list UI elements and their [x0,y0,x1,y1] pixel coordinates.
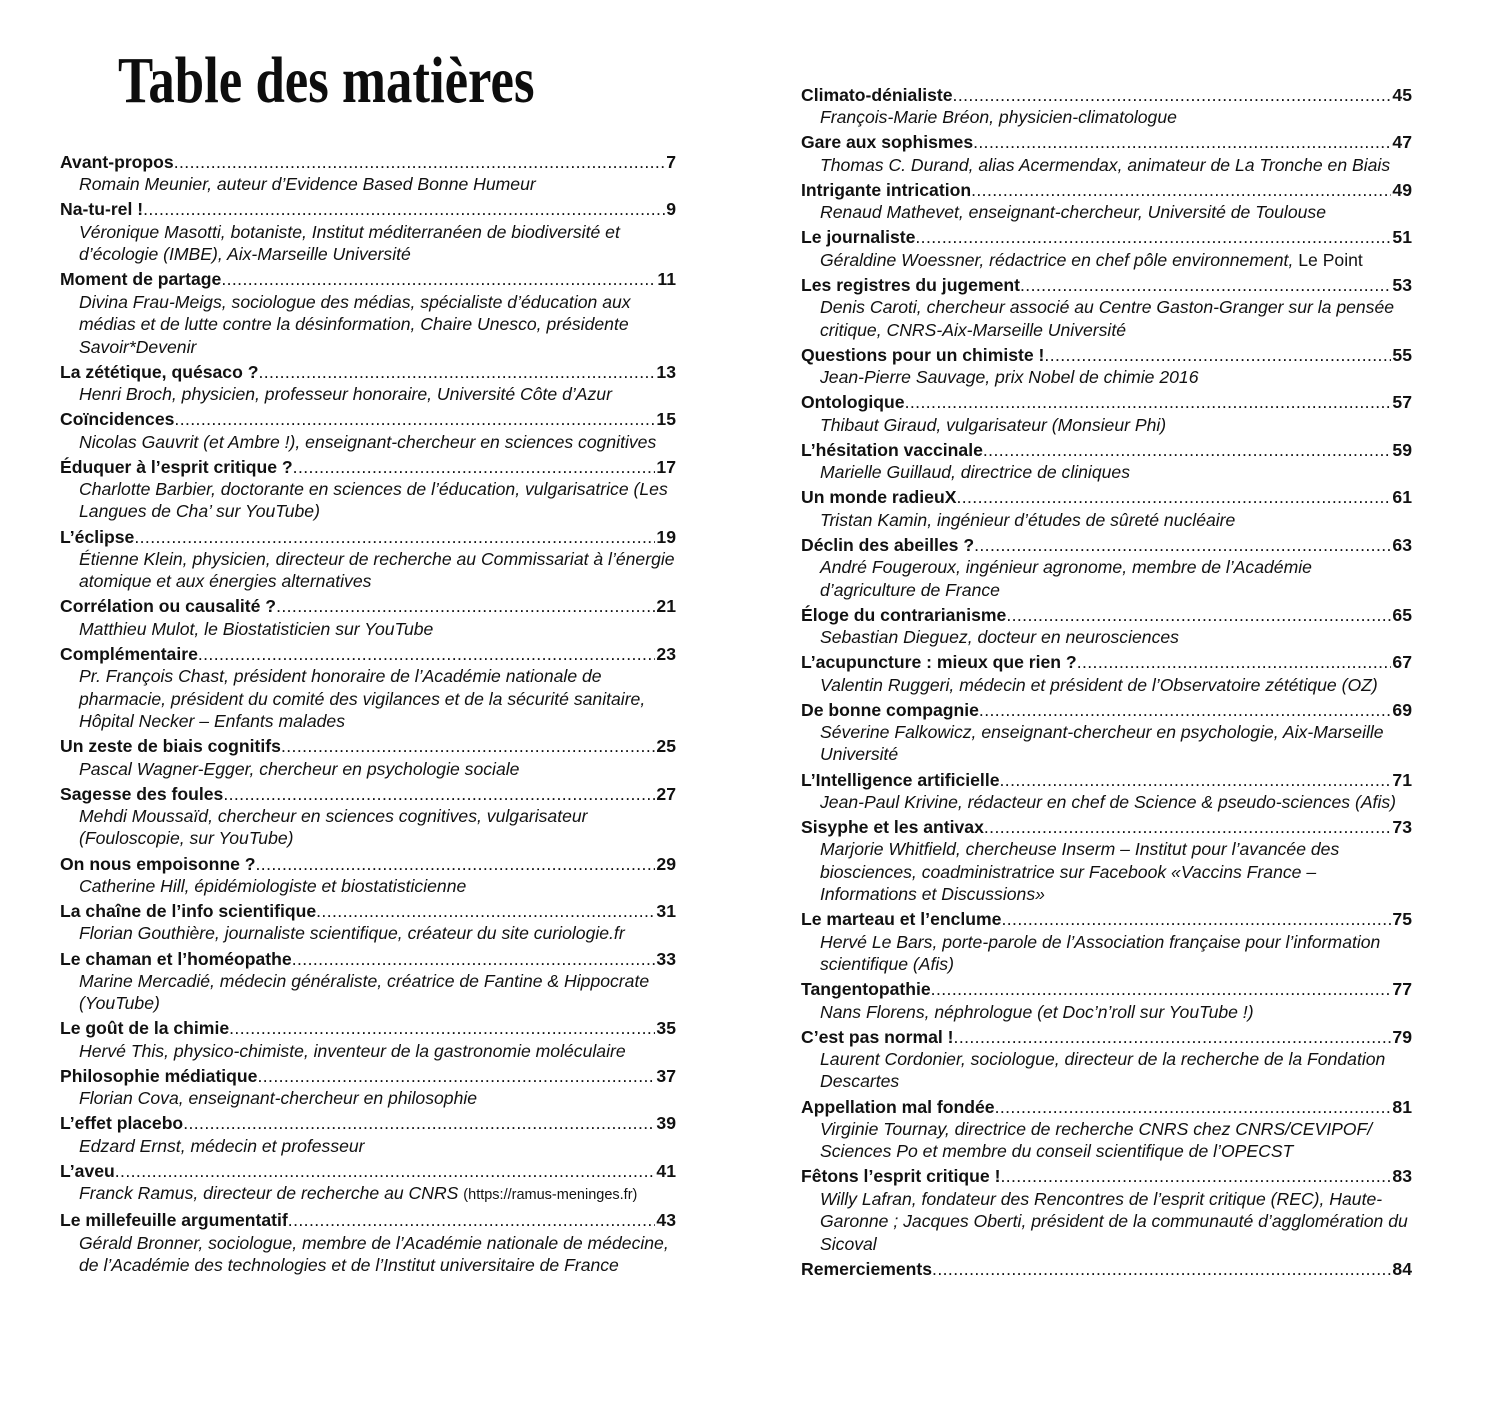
toc-entry-author [801,201,1412,223]
toc-entry-author [60,875,676,897]
toc-entry-heading [60,1160,676,1182]
toc-entry-title: Philosophie médiatique [60,1065,258,1086]
toc-entry-author [60,291,676,358]
toc-entry [801,274,1412,341]
toc-entry-heading [801,1096,1412,1118]
toc-entry-author-text: Hervé Le Bars, porte-parole de l’Association française pour l’information scientifique (Afis) [820,931,1381,975]
toc-entry-title: La chaîne de l’info scientifique [60,901,317,922]
toc-entry [801,179,1412,224]
toc-entry [60,268,676,358]
toc-entry [801,1096,1412,1163]
toc-entry [60,948,676,1015]
toc-entry-title: La zététique, quésaco ? [60,361,259,382]
toc-entry-heading [801,1026,1412,1048]
dot-leader [1020,274,1391,296]
dot-leader [143,198,665,220]
toc-entry-page-number: 41 [656,1160,676,1181]
toc-entry-heading [801,769,1412,791]
dot-leader [293,456,656,478]
toc-entry-page-number: 61 [1392,487,1412,508]
toc-entry-heading [60,1209,676,1231]
page-title: Table des matières [118,44,535,117]
toc-entry-author-text: André Fougeroux, ingénieur agronome, membre de l’Académie d’agriculture de France [820,557,1312,600]
toc-entry-title: On nous empoisonne ? [60,853,256,874]
toc-entry-author-text: Renaud Mathevet, enseignant-chercheur, Université de Toulouse [820,202,1326,223]
toc-entry-author-text: Edzard Ernst, médecin et professeur [79,1135,365,1156]
toc-entry-heading [60,595,676,617]
toc-entry-title: L’acupuncture : mieux que rien ? [801,652,1077,673]
toc-entry-author [60,173,676,195]
toc-entry [801,344,1412,389]
toc-entry-heading [801,699,1412,721]
toc-entry [801,816,1412,906]
toc-entry [60,783,676,850]
dot-leader [198,643,656,665]
dot-leader [288,1209,656,1231]
toc-entry-author [60,805,676,850]
toc-entry-page-number: 39 [656,1113,676,1134]
toc-entry-page-number: 71 [1392,769,1412,790]
toc-entry-author [801,1118,1412,1163]
toc-entry-page-number: 75 [1392,909,1412,930]
dot-leader [932,1258,1391,1280]
toc-entry-heading [60,408,676,430]
toc-entry-title: Le chaman et l’homéopathe [60,948,292,969]
toc-entry-author-text: Catherine Hill, épidémiologiste et biostatisticienne [79,875,467,896]
toc-entry-author [801,1188,1412,1255]
toc-entry-title: L’hésitation vaccinale [801,439,983,460]
dot-leader [223,783,655,805]
toc-entry [60,643,676,733]
toc-entry [801,1165,1412,1255]
toc-entry-heading [60,268,676,290]
toc-entry-title: Le journaliste [801,227,916,248]
toc-entry-author [801,249,1412,271]
toc-entry [801,226,1412,271]
toc-entry [60,526,676,593]
toc-entry [60,198,676,265]
toc-entry-title: De bonne compagnie [801,699,979,720]
toc-entry-page-number: 13 [656,361,676,382]
toc-entry-page-number: 77 [1392,979,1412,1000]
toc-entry-page-number: 31 [656,901,676,922]
toc-entry-page-number: 53 [1392,274,1412,295]
toc-entry-heading [801,816,1412,838]
toc-entry-author [801,366,1412,388]
toc-entry-author [60,970,676,1015]
toc-entry-heading [801,1165,1412,1187]
toc-entry-author [801,931,1412,976]
toc-entry-author-text: Tristan Kamin, ingénieur d’études de sûreté nucléaire [820,509,1236,530]
toc-entry-page-number: 67 [1392,652,1412,673]
toc-entry [801,978,1412,1023]
toc-entry-page-number: 7 [666,152,676,172]
dot-leader [905,391,1392,413]
toc-entry-author-text: Franck Ramus, directeur de recherche au CNRS [79,1183,459,1204]
dot-leader [276,595,655,617]
toc-entry-author-text: Marielle Guillaud, directrice de cliniques [820,462,1130,483]
toc-entry-author [801,838,1412,905]
toc-entry-page-number: 29 [656,853,676,874]
toc-entry-heading [801,486,1412,508]
toc-entry-title: Climato-dénialiste [801,85,953,105]
toc-entry-author-text: Charlotte Barbier, doctorante en sciences de l’éducation, vulgarisatrice (Les Langues de Cha’ sur YouTube) [79,479,668,522]
toc-entry-author-text: Mehdi Moussaïd, chercheur en sciences cognitives, vulgarisateur (Fouloscopie, sur YouTube) [79,806,588,849]
toc-entry-author-text: Laurent Cordonier, sociologue, directeur de la recherche de la Fondation Descartes [820,1049,1386,1092]
toc-entry-heading [801,179,1412,201]
dot-leader [316,900,655,922]
toc-entry-author [801,461,1412,483]
toc-entry-heading [60,361,676,383]
dot-leader [974,534,1391,556]
toc-entry-page-number: 81 [1392,1096,1412,1117]
toc-entry-heading [801,978,1412,1000]
toc-entry-page-number: 79 [1392,1026,1412,1047]
toc-entry-page-number: 9 [666,199,676,220]
toc-entry-author [801,296,1412,341]
dot-leader [954,1026,1392,1048]
toc-entry [801,1258,1412,1280]
dot-leader [258,361,655,383]
dot-leader [229,1017,655,1039]
toc-entry-page-number: 35 [656,1018,676,1039]
toc-entry-author-text: Matthieu Mulot, le Biostatisticien sur YouTube [79,618,434,639]
toc-entry-author-text: Willy Lafran, fondateur des Rencontres de l’esprit critique (REC), Haute-Garonne ; Jacques Oberti, président de la communauté d’agglomération du Sicoval [820,1188,1408,1254]
toc-entry-author [801,721,1412,766]
toc-entry-author-text: Nicolas Gauvrit (et Ambre !), enseignant-chercheur en sciences cognitives [79,431,657,452]
toc-entry-author [801,154,1412,176]
toc-entry-author-text: Géraldine Woessner, rédactrice en chef pôle environnement, [820,249,1294,270]
toc-entry-author-text: Jean-Pierre Sauvage, prix Nobel de chimie 2016 [820,367,1199,388]
toc-entry-title: Éduquer à l’esprit critique ? [60,456,293,477]
toc-entry-title: Tangentopathie [801,979,931,1000]
toc-entry-title: Appellation mal fondée [801,1096,995,1117]
toc-entry-author [801,626,1412,648]
toc-entry-page-number: 43 [656,1210,676,1231]
toc-entry-author [60,431,676,453]
toc-entry-heading [801,439,1412,461]
toc-entry-title: Sagesse des foules [60,783,224,804]
toc-entry [801,486,1412,531]
toc-entry-author [60,665,676,732]
toc-entry [60,1160,676,1207]
toc-entry-page-number: 83 [1392,1166,1412,1187]
toc-entry-heading [801,84,1412,106]
toc-entry-title: Remerciements [801,1258,933,1279]
toc-entry-heading [60,1065,676,1087]
toc-entry-page-number: 45 [1392,85,1412,105]
toc-entry-title: Complémentaire [60,643,198,664]
toc-entry-title: L’aveu [60,1160,115,1181]
toc-entry-page-number: 49 [1392,179,1412,200]
dot-leader [1000,1165,1391,1187]
toc-entry-heading [60,735,676,757]
toc-entry-heading [60,198,676,220]
toc-entry-author [801,1048,1412,1093]
toc-entry-heading [801,226,1412,248]
toc-entry-author [60,1135,676,1157]
toc-entry-page-number: 23 [656,643,676,664]
toc-left-column [60,151,676,1279]
toc-entry-heading [60,151,676,173]
toc-entry-author-text: Florian Cova, enseignant-chercheur en philosophie [79,1088,478,1109]
toc-entry-page-number: 47 [1392,132,1412,153]
toc-entry-page-number: 15 [656,409,676,430]
toc-entry-page-number: 33 [656,948,676,969]
toc-entry-title: Fêtons l’esprit critique ! [801,1166,1001,1187]
toc-entry-title: Le marteau et l’enclume [801,909,1002,930]
toc-entry [801,651,1412,696]
toc-entry-author [60,548,676,593]
toc-entry-title: C’est pas normal ! [801,1026,954,1047]
toc-entry-author-text: Jean-Paul Krivine, rédacteur en chef de Science & pseudo-sciences (Afis) [820,791,1397,812]
toc-entry-page-number: 27 [656,783,676,804]
toc-entry-title: Un monde radieuX [801,487,957,508]
toc-entry-author [60,383,676,405]
dot-leader [953,84,1392,106]
toc-entry [60,853,676,898]
toc-entry-author-text: Thibaut Giraud, vulgarisateur (Monsieur Phi) [820,414,1167,435]
toc-entry-author [801,1001,1412,1023]
toc-entry-author-text: Henri Broch, physicien, professeur honoraire, Université Côte d’Azur [79,384,612,405]
dot-leader [174,408,655,430]
toc-entry-author-text: Hervé This, physico-chimiste, inventeur de la gastronomie moléculaire [79,1040,626,1061]
toc-entry [60,1017,676,1062]
toc-entry-author-text: Romain Meunier, auteur d’Evidence Based Bonne Humeur [79,174,536,195]
toc-entry-author [60,618,676,640]
toc-entry-page-number: 65 [1392,604,1412,625]
toc-entry-title: Éloge du contrarianisme [801,604,1007,625]
toc-entry [801,908,1412,975]
dot-leader [931,978,1392,1000]
dot-leader [1077,651,1392,673]
publication-name: Le Point [1298,249,1363,270]
toc-entry-page-number: 21 [656,596,676,617]
dot-leader [256,853,656,875]
dot-leader [1044,344,1391,366]
toc-entry-title: Questions pour un chimiste ! [801,344,1045,365]
toc-right-column [801,84,1412,1283]
toc-entry-heading [60,1112,676,1134]
toc-entry-title: Coïncidences [60,409,175,430]
dot-leader [973,131,1391,153]
toc-entry-author-text: Virginie Tournay, directrice de recherche CNRS chez CNRS/CEVIPOF/ Sciences Po et membre du conseil scientifique de l’OPECST [820,1118,1373,1162]
toc-entry-author-text: Étienne Klein, physicien, directeur de recherche au Commissariat à l’énergie atomique et aux énergies alternatives [79,548,675,592]
toc-entry-heading [60,783,676,805]
toc-entry-author-text: Valentin Ruggeri, médecin et président de l’Observatoire zététique (OZ) [820,674,1378,695]
toc-entry-heading [60,853,676,875]
toc-entry-author [801,509,1412,531]
toc-entry [60,456,676,523]
toc-entry-page-number: 55 [1392,344,1412,365]
toc-entry-author [60,221,676,266]
toc-entry-title: Sisyphe et les antivax [801,817,984,837]
toc-entry-author [60,1182,676,1206]
dot-leader [257,1065,655,1087]
toc-entry [801,604,1412,649]
toc-entry-heading [60,948,676,970]
dot-leader [956,486,1391,508]
dot-leader [1001,908,1391,930]
toc-entry-heading [801,651,1412,673]
toc-entry-heading [801,534,1412,556]
toc-entry-author-text: Pascal Wagner-Egger, chercheur en psychologie sociale [79,758,520,779]
toc-entry-author [60,922,676,944]
toc-entry-author [60,1232,676,1277]
toc-entry-author [60,758,676,780]
dot-leader [183,1112,655,1134]
toc-entry-heading [60,1017,676,1039]
toc-entry [60,1209,676,1276]
toc-entry [60,735,676,780]
toc-entry-author-text: Séverine Falkowicz, enseignant-chercheur en psychologie, Aix-Marseille Université [820,722,1384,765]
toc-entry [801,84,1412,129]
toc-entry-author-text: François-Marie Bréon, physicien-climatologue [820,107,1177,128]
toc-entry-title: Intrigante intrication [801,179,972,200]
toc-entry-author-text: Marine Mercadié, médecin généraliste, créatrice de Fantine & Hippocrate (YouTube) [79,970,650,1014]
toc-entry-heading [60,900,676,922]
toc-entry-heading [60,456,676,478]
dot-leader [915,226,1391,248]
toc-entry-author [60,478,676,523]
toc-entry-title: Déclin des abeilles ? [801,534,975,555]
toc-entry-page-number: 63 [1392,534,1412,555]
toc-entry [801,131,1412,176]
toc-entry-heading [801,604,1412,626]
toc-entry-page-number: 11 [657,269,676,290]
toc-entry-page-number: 59 [1392,439,1412,460]
toc-entry-author-text: Denis Caroti, chercheur associé au Centre Gaston-Granger sur la pensée critique, CNRS-Aix-Marseille Université [820,297,1395,340]
toc-entry-title: Corrélation ou causalité ? [60,596,277,617]
toc-entry-heading [801,344,1412,366]
toc-entry-title: Avant-propos [60,152,174,172]
toc-entry-page-number: 19 [656,526,676,547]
toc-entry-author [60,1087,676,1109]
toc-entry [801,391,1412,436]
toc-entry [801,534,1412,601]
toc-entry-title: L’Intelligence artificielle [801,769,1000,790]
dot-leader [995,1096,1392,1118]
toc-entry-author-text: Pr. François Chast, président honoraire de l’Académie nationale de pharmacie, président du comité des vigilances et de la sécurité sanitaire, Hôpital Necker – Enfants malades [79,666,646,732]
toc-entry-title: L’effet placebo [60,1113,184,1134]
toc-entry-page-number: 73 [1392,817,1412,837]
toc-entry-author [801,414,1412,436]
toc-entry-title: Les registres du jugement [801,274,1021,295]
dot-leader [292,948,656,970]
toc-entry [60,1112,676,1157]
toc-entry-heading [801,1258,1412,1280]
toc-entry-title: L’éclipse [60,526,135,547]
toc-entry [801,1026,1412,1093]
toc-entry [801,769,1412,814]
toc-entry-author-text: Thomas C. Durand, alias Acermendax, animateur de La Tronche en Biais [820,154,1391,175]
dot-leader [971,179,1391,201]
toc-entry-page-number: 25 [656,736,676,757]
toc-entry-heading [801,391,1412,413]
dot-leader [174,151,665,173]
toc-entry-page-number: 17 [656,456,676,477]
dot-leader [221,268,656,290]
dot-leader [1000,769,1392,791]
toc-entry-author [801,674,1412,696]
toc-entry-author-text: Nans Florens, néphrologue (et Doc’n’roll sur YouTube !) [820,1001,1254,1022]
dot-leader [134,526,655,548]
toc-entry-heading [60,526,676,548]
toc-entry-title: Gare aux sophismes [801,132,974,153]
toc-entry-author [801,791,1412,813]
toc-entry-heading [60,643,676,665]
dot-leader [984,816,1392,838]
toc-entry-page-number: 84 [1392,1258,1412,1279]
toc-entry [60,151,676,196]
toc-entry-title: Ontologique [801,392,905,413]
toc-entry-page-number: 51 [1392,227,1412,248]
toc-entry-title: Le millefeuille argumentatif [60,1210,288,1231]
toc-entry-author-text: Gérald Bronner, sociologue, membre de l’Académie nationale de médecine, de l’Académie des technologies et de l’Institut universitaire de France [79,1232,669,1276]
toc-entry-heading [801,274,1412,296]
dot-leader [281,735,655,757]
toc-entry-page-number: 37 [656,1065,676,1086]
toc-entry-title: Un zeste de biais cognitifs [60,736,281,757]
toc-entry-author-text: Divina Frau-Meigs, sociologue des médias, spécialiste d’éducation aux médias et de lutte contre la désinformation, Chaire Unesco, présidente Savoir*Devenir [79,291,631,357]
toc-entry-author-text: Florian Gouthière, journaliste scientifique, créateur du site curiologie.fr [79,923,625,944]
toc-entry [60,1065,676,1110]
toc-entry-author [801,556,1412,601]
toc-entry-author [60,1040,676,1062]
toc-entry [60,408,676,453]
toc-entry-title: Moment de partage [60,269,222,290]
dot-leader [115,1160,656,1182]
toc-entry [801,699,1412,766]
toc-entry [801,439,1412,484]
dot-leader [983,439,1392,461]
toc-entry [60,900,676,945]
toc-entry-page-number: 69 [1392,699,1412,720]
toc-entry-author [801,106,1412,128]
dot-leader [1006,604,1391,626]
toc-entry-title: Le goût de la chimie [60,1018,230,1039]
toc-entry-heading [801,908,1412,930]
author-website: (https://ramus-meninges.fr) [463,1187,638,1204]
toc-entry-title: Na-tu-rel ! [60,199,144,220]
toc-entry [60,595,676,640]
toc-entry-author-text: Véronique Masotti, botaniste, Institut méditerranéen de biodiversité et d’écologie (IMBE), Aix-Marseille Université [79,221,620,265]
dot-leader [979,699,1392,721]
toc-entry-author-text: Sebastian Dieguez, docteur en neurosciences [820,627,1179,648]
toc-entry-heading [801,131,1412,153]
toc-entry [60,361,676,406]
toc-entry-page-number: 57 [1392,392,1412,413]
toc-entry-author-text: Marjorie Whitfield, chercheuse Inserm – Institut pour l’avancée des biosciences, coadministratrice sur Facebook «Vaccins France – Informations et Discussions» [820,839,1340,905]
